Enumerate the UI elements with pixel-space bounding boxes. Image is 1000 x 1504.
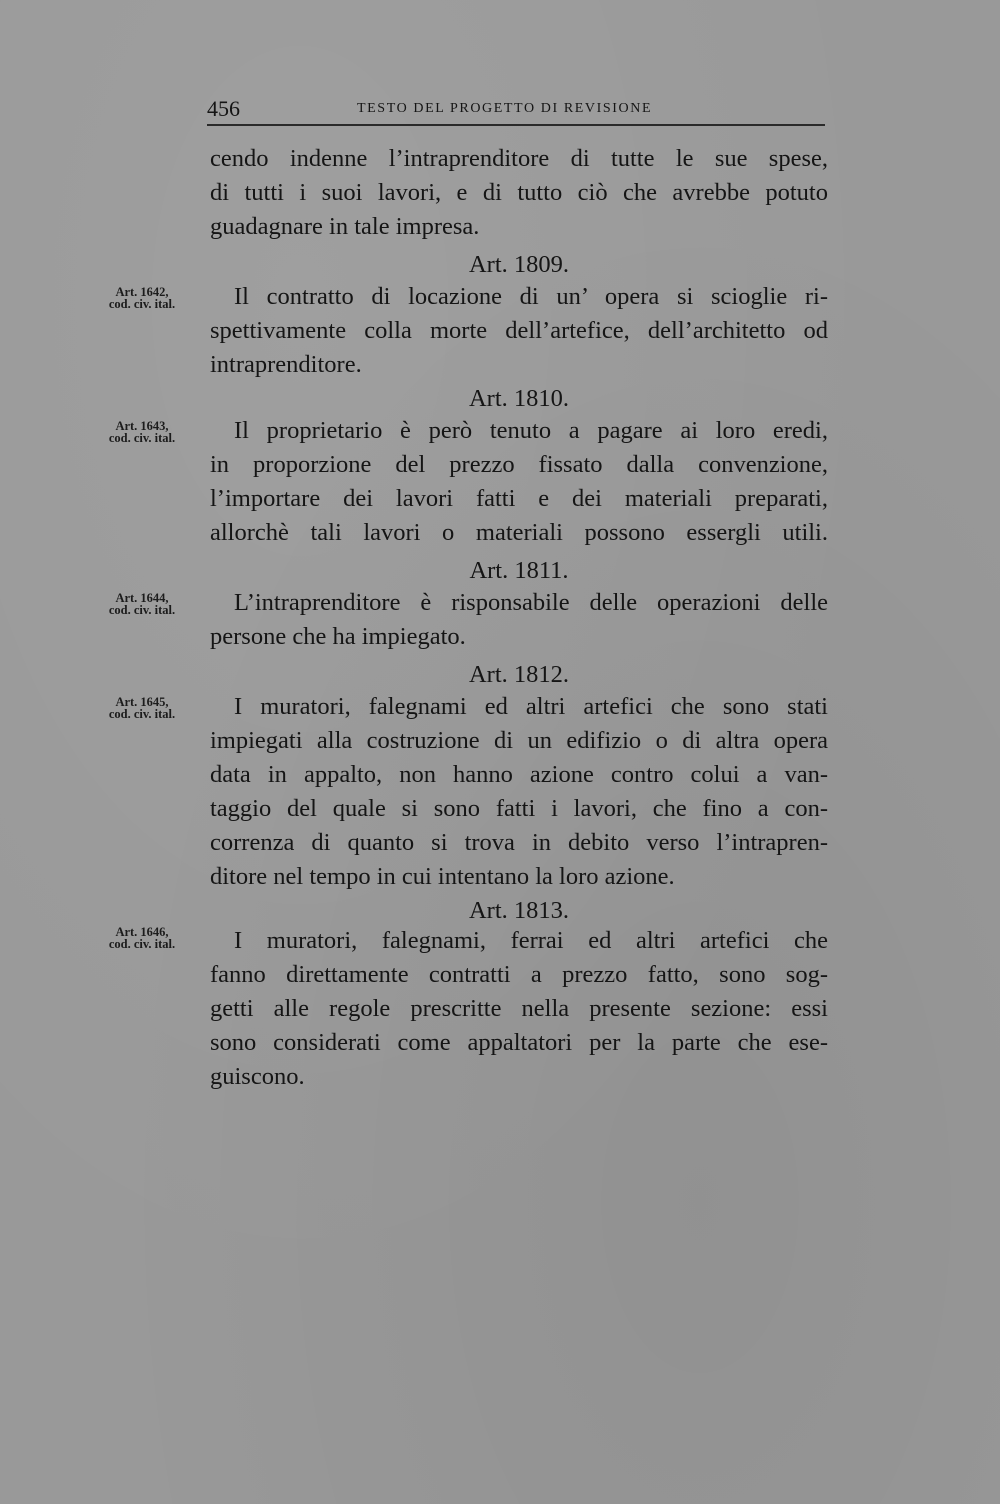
text-line: cendo indenne l’intraprenditore di tutte le sue spese, — [210, 145, 828, 172]
article-heading-1813: Art. 1813. — [468, 897, 570, 924]
article-heading-1809: Art. 1809. — [468, 251, 570, 278]
text-line: in proporzione del prezzo fissato dalla convenzione, — [210, 451, 828, 478]
margin-ref-code: cod. civ. ital. — [108, 431, 176, 445]
margin-ref-article: Art. 1644, — [115, 591, 169, 605]
margin-reference-1645 — [94, 696, 190, 720]
text-line: data in appalto, non hanno azione contro colui a van- — [210, 761, 828, 788]
article-heading-1810: Art. 1810. — [468, 385, 570, 412]
running-head: TESTO DEL PROGETTO DI REVISIONE — [357, 101, 653, 116]
text-line: L’intraprenditore è risponsabile delle operazioni delle — [234, 589, 828, 616]
article-body-1812 — [210, 690, 828, 894]
margin-ref-code: cod. civ. ital. — [108, 297, 176, 311]
margin-ref-article: Art. 1645, — [115, 695, 169, 709]
text-line: intraprenditore. — [210, 351, 362, 378]
article-heading-1812: Art. 1812. — [468, 661, 570, 688]
margin-ref-code: cod. civ. ital. — [108, 937, 176, 951]
margin-reference-1643 — [94, 420, 190, 444]
margin-reference-1644 — [94, 592, 190, 616]
text-line: spettivamente colla morte dell’artefice, dell’architetto od — [210, 317, 828, 344]
text-line: guiscono. — [210, 1063, 305, 1090]
margin-ref-article: Art. 1643, — [115, 419, 169, 433]
article-heading-1811: Art. 1811. — [469, 557, 569, 584]
text-line: sono considerati come appaltatori per la parte che ese- — [210, 1029, 828, 1056]
text-line: persone che ha impiegato. — [210, 623, 466, 650]
text-line: Il contratto di locazione di un’ opera si scioglie ri- — [234, 283, 828, 310]
text-line: getti alle regole prescritte nella presente sezione: essi — [210, 995, 828, 1022]
article-body-1813 — [210, 924, 828, 1094]
margin-reference-1642 — [94, 286, 190, 310]
text-line: fanno direttamente contratti a prezzo fatto, sono sog- — [210, 961, 828, 988]
text-line: I muratori, falegnami, ferrai ed altri artefici che — [234, 927, 828, 954]
text-line: I muratori, falegnami ed altri artefici che sono stati — [234, 693, 828, 720]
margin-ref-article: Art. 1642, — [115, 285, 169, 299]
text-line: correnza di quanto si trova in debito verso l’intrapren- — [210, 829, 828, 856]
text-line: impiegati alla costruzione di un edifizio o di altra opera — [210, 727, 828, 754]
margin-ref-article: Art. 1646, — [115, 925, 169, 939]
margin-ref-code: cod. civ. ital. — [108, 707, 176, 721]
text-line: guadagnare in tale impresa. — [210, 213, 480, 240]
article-body-1810 — [210, 414, 828, 550]
margin-reference-1646 — [94, 926, 190, 950]
text-line: allorchè tali lavori o materiali possono essergli utili. — [210, 519, 828, 546]
article-body-1809 — [210, 280, 828, 382]
article-body-1811 — [210, 586, 828, 654]
text-line: ditore nel tempo in cui intentano la loro azione. — [210, 863, 675, 890]
intro-paragraph — [210, 142, 828, 244]
text-line: di tutti i suoi lavori, e di tutto ciò che avrebbe potuto — [210, 179, 828, 206]
text-line: taggio del quale si sono fatti i lavori, che fino a con- — [210, 795, 828, 822]
text-line: Il proprietario è però tenuto a pagare ai loro eredi, — [234, 417, 828, 444]
page-number: 456 — [207, 96, 240, 121]
header-rule — [207, 124, 825, 126]
text-line: l’importare dei lavori fatti e dei materiali preparati, — [210, 485, 828, 512]
margin-ref-code: cod. civ. ital. — [108, 603, 176, 617]
page-header — [207, 96, 827, 126]
